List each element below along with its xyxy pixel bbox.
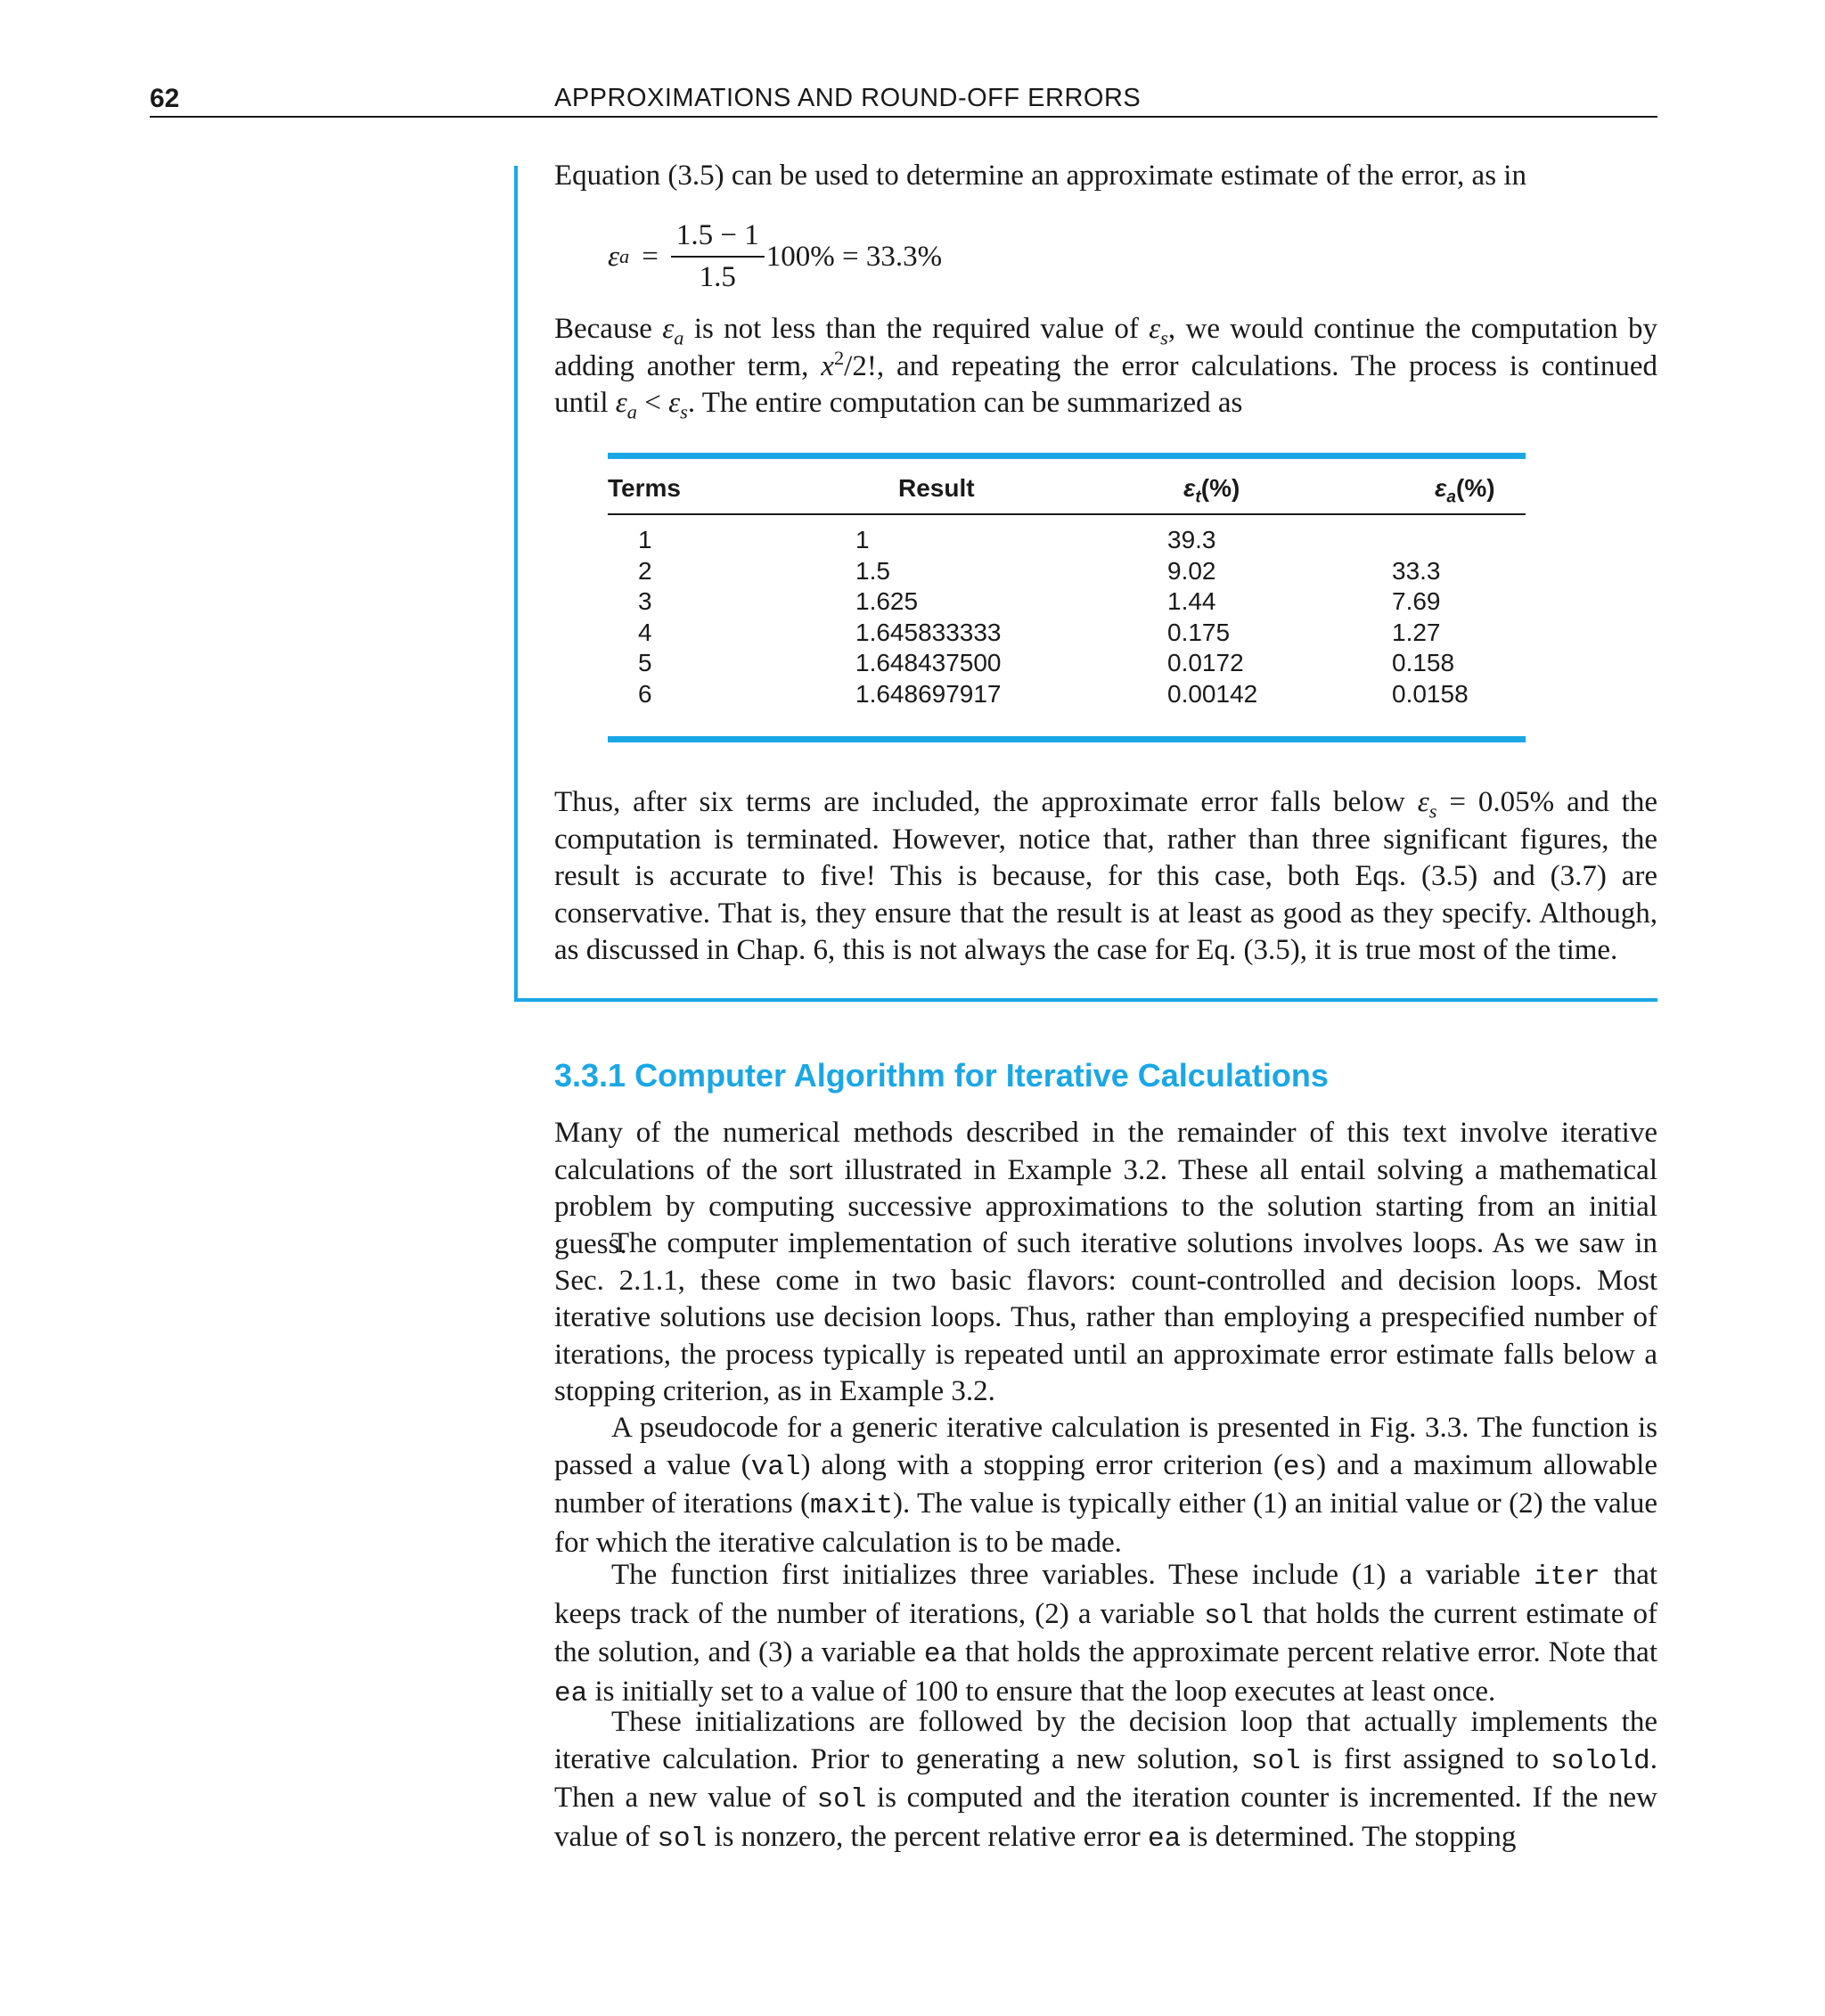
cell-true-error: 0.0172 bbox=[1167, 649, 1244, 676]
cell-true-error: 39.3 bbox=[1167, 526, 1216, 553]
epsilon-symbol: ε bbox=[608, 240, 620, 273]
cell-true-error: 9.02 bbox=[1167, 556, 1216, 585]
section-paragraph-2: The computer implementation of such iterative solutions involves loops. As we saw in Sec. 2.1.1, these come in two basic flavors: count-controlled and decision loops. Most iterative solutions use decision loops. Thus, rather than employing a prespecified number of iterations, the process typically is repeated until an approximate error estimate falls below a stopping criterion, as in Example 3.2. bbox=[554, 1227, 1657, 1407]
table-row bbox=[608, 649, 1526, 680]
fraction bbox=[671, 219, 765, 294]
cell-approx-error: 7.69 bbox=[1392, 587, 1441, 615]
cell-approx-error: 0.158 bbox=[1392, 649, 1455, 676]
section-paragraph-3: A pseudocode for a generic iterative calculation is presented in Fig. 3.3. The function is passed a value (val) along with a stopping error criterion (es) and a maximum allowable number of iterations (maxit). The value is typically either (1) an initial value or (2) the value for which the iterative calculation is to be made. bbox=[554, 1412, 1657, 1559]
section-heading: 3.3.1 Computer Algorithm for Iterative Calculations bbox=[554, 1057, 1329, 1094]
table-row bbox=[608, 619, 1526, 650]
table-body bbox=[608, 526, 1526, 710]
cell-result: 1 bbox=[855, 526, 870, 553]
table-top-rule bbox=[608, 453, 1526, 459]
section-paragraph-1: Many of the numerical methods described in the remainder of this text involve iterative calculations of the sort illustrated in Example 3.2. These all entail solving a mathematical problem by computing successive approximations to the solution starting from an initial guess. bbox=[554, 1117, 1657, 1260]
example-border-horizontal bbox=[514, 998, 1657, 1002]
fraction-numerator: 1.5 − 1 bbox=[671, 219, 765, 258]
table-row bbox=[608, 587, 1526, 619]
subscript-a: a bbox=[619, 245, 630, 267]
cell-terms: 3 bbox=[638, 587, 652, 615]
section-paragraph-5: These initializations are followed by the decision loop that actually implements the iterative calculation. Prior to generating a new solution, sol is first assigned to solold. Then a new value of sol is computed and the iteration counter is incremented. If the new value of sol is nonzero, the percent relative error ea is determined. The stopping bbox=[554, 1706, 1657, 1855]
cell-result: 1.5 bbox=[855, 556, 890, 585]
header-result: Result bbox=[898, 474, 975, 502]
table-row bbox=[608, 557, 1526, 588]
cell-terms: 6 bbox=[638, 679, 652, 708]
error-equation bbox=[608, 212, 942, 301]
example-intro: Equation (3.5) can be used to determine an approximate estimate of the error, as in bbox=[554, 160, 1526, 192]
cell-terms: 2 bbox=[638, 556, 652, 585]
page-number: 62 bbox=[150, 84, 180, 113]
cell-result: 1.648697917 bbox=[855, 679, 1002, 708]
cell-approx-error: 0.0158 bbox=[1392, 679, 1469, 708]
cell-approx-error: 33.3 bbox=[1392, 556, 1441, 585]
cell-result: 1.625 bbox=[855, 587, 919, 615]
cell-terms: 1 bbox=[638, 526, 652, 553]
cell-approx-error: 1.27 bbox=[1392, 618, 1441, 646]
cell-true-error: 1.44 bbox=[1167, 587, 1216, 615]
cell-true-error: 0.175 bbox=[1167, 618, 1231, 646]
example-paragraph-3: Thus, after six terms are included, the approximate error falls below $\varepsilon_s = 0.05\%$ and the computation is terminated. However, notice that, rather than three significant figures, the result is accurate to five! This is because, for this case, both Eqs. (3.5) and (3.7) are conservative. That is, they ensure that the result is at least as good as they specify. Although, as discussed in Chap. 6, this is not always the case for Eq. (3.5), it is true most of the time. bbox=[554, 786, 1657, 966]
cell-terms: 5 bbox=[638, 649, 652, 676]
results-table bbox=[608, 453, 1526, 708]
example-paragraph-2: Because $\varepsilon_a$ is not less than the required value of $\varepsilon_s$, we would continue the computation by adding another term, $x^2/2$!, and repeating the error calculations. The process is continued until $\varepsilon_a < \varepsilon_s$. The entire computation can be summarized as bbox=[554, 313, 1657, 423]
header-rule bbox=[150, 116, 1657, 118]
table-header-rule bbox=[608, 513, 1526, 515]
fraction-denominator: 1.5 bbox=[699, 261, 736, 293]
header-terms: Terms bbox=[608, 474, 681, 502]
running-head: APPROXIMATIONS AND ROUND-OFF ERRORS bbox=[554, 84, 1142, 112]
table-row bbox=[608, 680, 1526, 711]
section-paragraph-4: The function first initializes three variables. These include (1) a variable iter that keeps track of the number of iterations, (2) a variable sol that holds the current estimate of the solution, and (3) a variable ea that holds the approximate percent relative error. Note that ea is initially set to a value of 100 to ensure that the loop executes at least once. bbox=[554, 1559, 1658, 1709]
header-approx-error: $\varepsilon_a$ (%) bbox=[1435, 474, 1495, 507]
cell-result: 1.645833333 bbox=[855, 618, 1002, 646]
example-border-vertical bbox=[514, 166, 518, 1002]
cell-true-error: 0.00142 bbox=[1167, 679, 1258, 708]
cell-terms: 4 bbox=[638, 618, 652, 646]
cell-result: 1.648437500 bbox=[855, 649, 1002, 676]
equation-tail: 100% = 33.3% bbox=[765, 240, 943, 273]
equals-sign: = bbox=[642, 240, 659, 273]
header-true-error: $\varepsilon_t$ (%) bbox=[1183, 474, 1240, 507]
table-header bbox=[608, 474, 1526, 513]
table-bottom-rule bbox=[608, 736, 1526, 742]
table-row bbox=[608, 526, 1526, 557]
